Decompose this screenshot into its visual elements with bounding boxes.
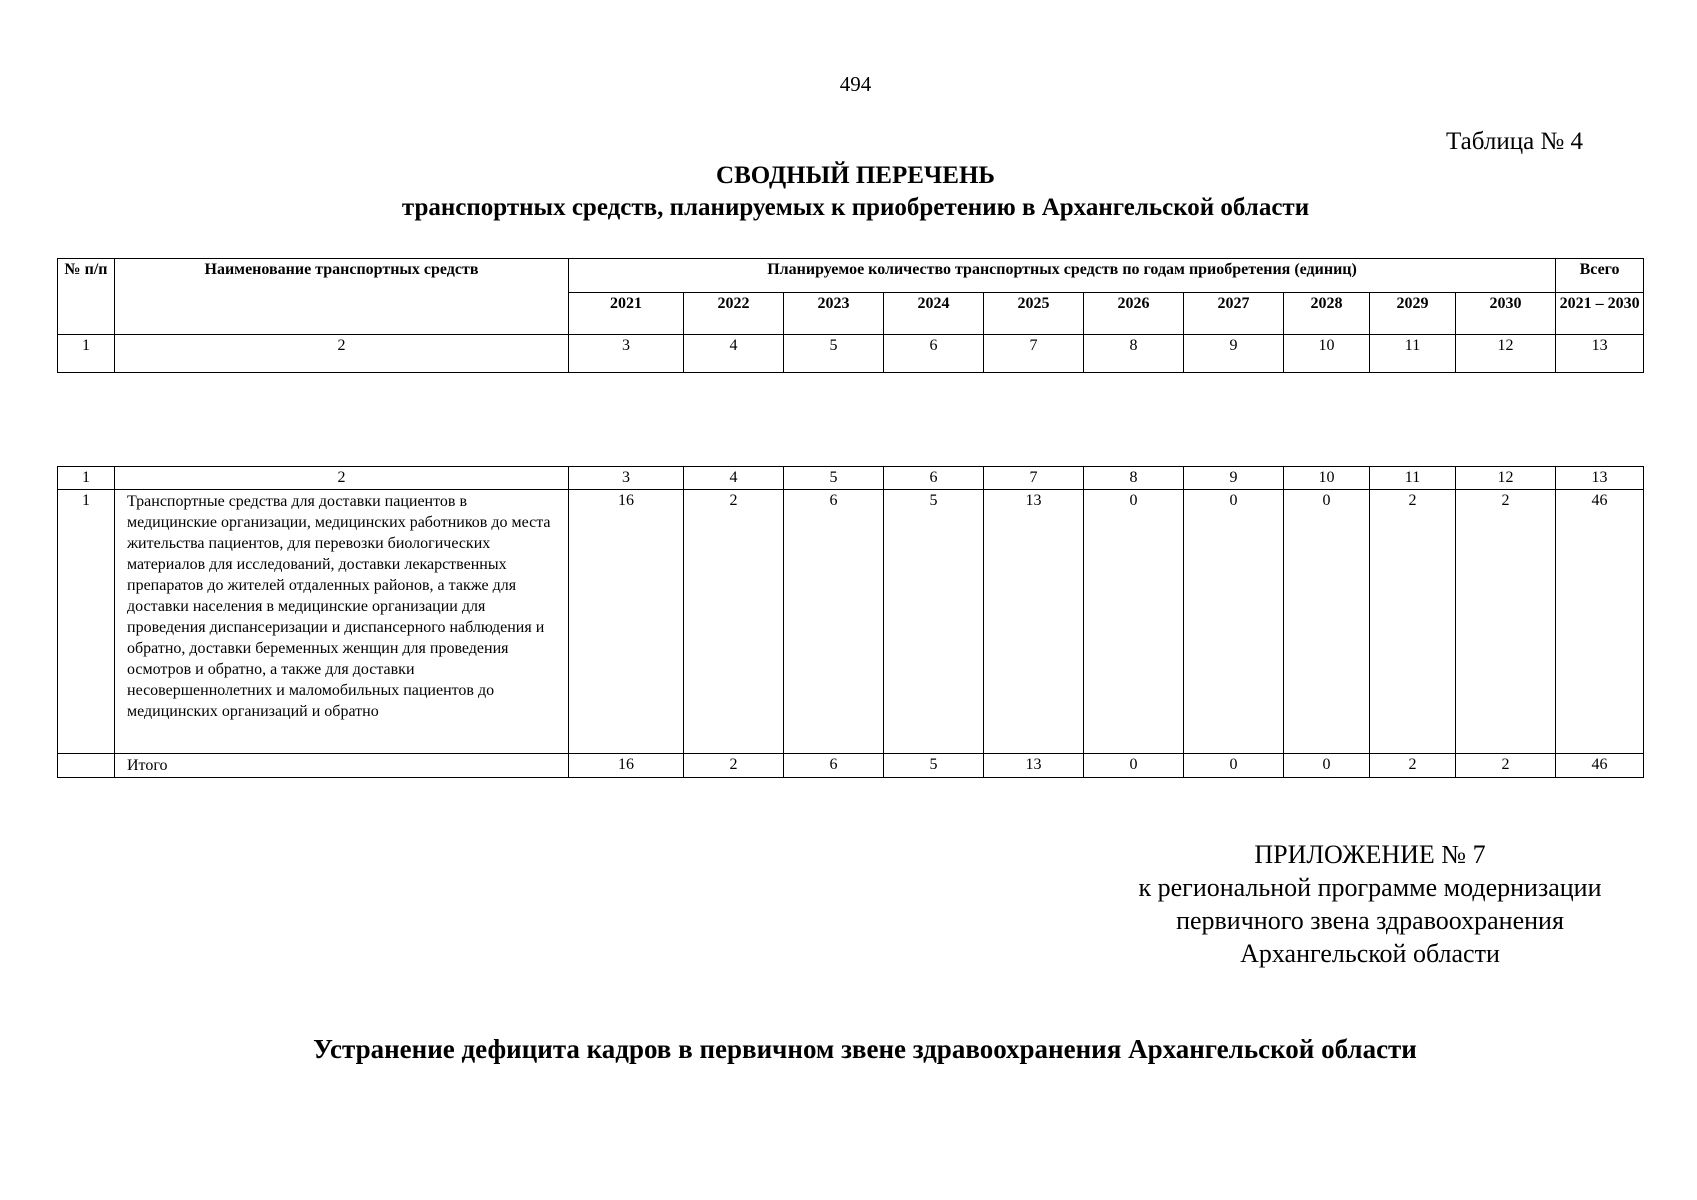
row-value: 2 (1370, 490, 1456, 754)
header-year: 2023 (784, 293, 884, 335)
header-name: Наименование транспортных средств (115, 259, 569, 335)
column-number: 6 (884, 335, 984, 373)
column-number: 8 (1084, 335, 1184, 373)
column-number: 10 (1284, 335, 1370, 373)
table-label: Таблица № 4 (1446, 128, 1584, 155)
totals-row (58, 754, 1644, 778)
header-year: 2026 (1084, 293, 1184, 335)
row-value: 16 (569, 490, 684, 754)
appendix-line-3: первичного звена здравоохранения (1176, 906, 1564, 935)
header-year: 2021 (569, 293, 684, 335)
row-name: Транспортные средства для доставки пациентов в медицинские организации, медицинских работников до места жительства пациентов, для перевозки биологических материалов для исследований, доставки лекарственных препаратов до жителей отдаленных районов, а также для доставки населения в медицинские организации для проведения диспансеризации и диспансерного наблюдения и обратно, доставки беременных женщин для проведения осмотров и обратно, а также для доставки несовершеннолетних и маломобильных пациентов до медицинских организаций и обратно (115, 490, 569, 754)
row-value: 13 (984, 490, 1084, 754)
column-number: 5 (784, 335, 884, 373)
header-year: 2029 (1370, 293, 1456, 335)
column-number: 7 (984, 335, 1084, 373)
column-number: 7 (984, 467, 1084, 490)
table-row (58, 490, 1644, 754)
header-year: 2027 (1184, 293, 1284, 335)
column-number: 1 (58, 467, 115, 490)
header-year: 2024 (884, 293, 984, 335)
header-total-range: 2021 – 2030 (1556, 293, 1644, 335)
totals-value: 2 (684, 754, 784, 778)
column-number: 11 (1370, 335, 1456, 373)
row-value: 0 (1084, 490, 1184, 754)
column-number: 13 (1556, 335, 1644, 373)
column-number: 8 (1084, 467, 1184, 490)
appendix-line-1: ПРИЛОЖЕНИЕ № 7 (1254, 840, 1486, 869)
section-title: Устранение дефицита кадров в первичном звене здравоохранения Архангельской области (313, 1034, 1417, 1064)
appendix-block (1080, 838, 1660, 970)
column-number: 9 (1184, 335, 1284, 373)
totals-value: 0 (1184, 754, 1284, 778)
row-total: 46 (1556, 490, 1644, 754)
column-number: 10 (1284, 467, 1370, 490)
appendix-line-2: к региональной программе модернизации (1138, 873, 1602, 902)
row-value: 0 (1184, 490, 1284, 754)
column-number: 2 (115, 335, 569, 373)
header-year: 2025 (984, 293, 1084, 335)
table-body (57, 466, 1644, 778)
totals-value: 16 (569, 754, 684, 778)
totals-value: 2 (1456, 754, 1556, 778)
totals-label: Итого (115, 754, 569, 778)
column-number: 2 (115, 467, 569, 490)
column-number: 4 (684, 335, 784, 373)
title-line-1: СВОДНЫЙ ПЕРЕЧЕНЬ (716, 162, 995, 189)
page-number: 494 (839, 72, 872, 96)
header-num: № п/п (58, 259, 115, 335)
row-value: 2 (1456, 490, 1556, 754)
row-value: 6 (784, 490, 884, 754)
totals-total: 46 (1556, 754, 1644, 778)
totals-value: 6 (784, 754, 884, 778)
column-number: 9 (1184, 467, 1284, 490)
row-num: 1 (58, 490, 115, 754)
row-value: 5 (884, 490, 984, 754)
totals-value: 13 (984, 754, 1084, 778)
appendix-line-4: Архангельской области (1240, 939, 1500, 968)
row-value: 2 (684, 490, 784, 754)
column-number: 12 (1456, 335, 1556, 373)
document-title (0, 160, 1697, 224)
totals-num-cell (58, 754, 115, 778)
header-year: 2028 (1284, 293, 1370, 335)
column-number: 3 (569, 467, 684, 490)
column-number: 12 (1456, 467, 1556, 490)
header-total: Всего (1556, 259, 1644, 293)
column-number: 5 (784, 467, 884, 490)
totals-value: 2 (1370, 754, 1456, 778)
title-line-2: транспортных средств, планируемых к приобретению в Архангельской области (401, 194, 1310, 221)
totals-value: 0 (1284, 754, 1370, 778)
totals-value: 0 (1084, 754, 1184, 778)
column-number: 1 (58, 335, 115, 373)
column-number: 13 (1556, 467, 1644, 490)
totals-value: 5 (884, 754, 984, 778)
header-planned: Планируемое количество транспортных средств по годам приобретения (единиц) (569, 259, 1556, 293)
header-year: 2022 (684, 293, 784, 335)
column-number: 11 (1370, 467, 1456, 490)
header-year: 2030 (1456, 293, 1556, 335)
column-number: 6 (884, 467, 984, 490)
row-value: 0 (1284, 490, 1370, 754)
table-header (57, 258, 1644, 373)
column-number: 3 (569, 335, 684, 373)
column-number: 4 (684, 467, 784, 490)
